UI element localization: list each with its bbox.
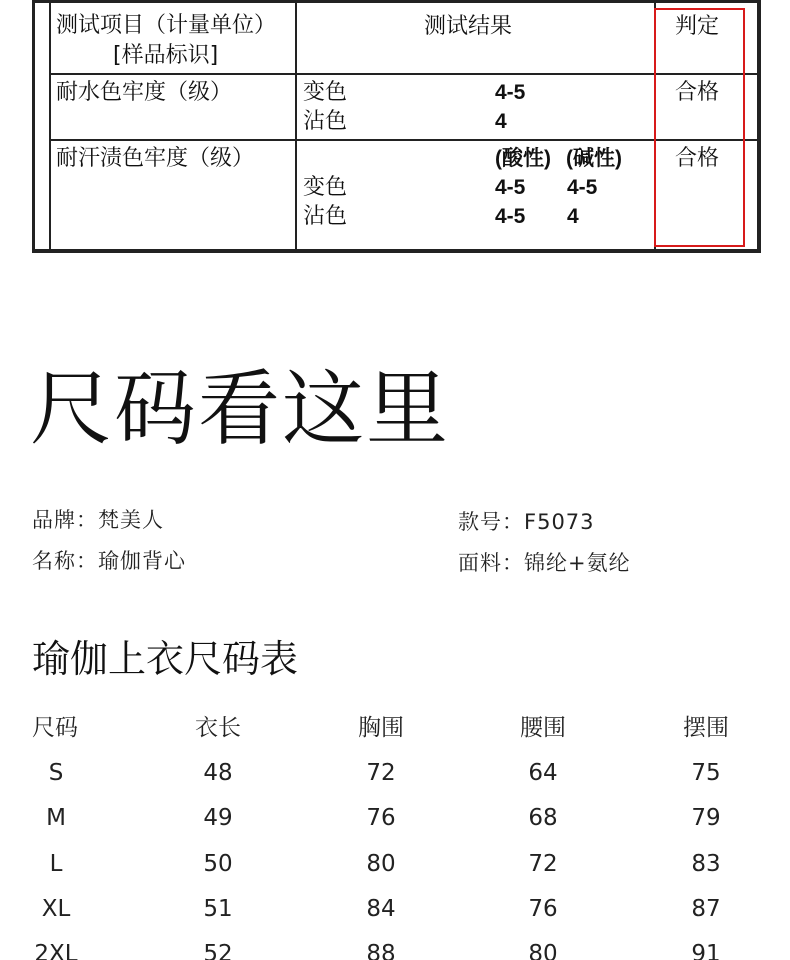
row2-item: 耐汗渍色牢度（级） <box>56 146 255 171</box>
cell-waist: 64 <box>528 760 558 786</box>
row2-header-alkaline: (碱性) <box>566 147 622 170</box>
row-divider <box>49 73 759 75</box>
cell-size: 2XL <box>34 941 78 960</box>
cell-chest: 88 <box>366 941 396 960</box>
verdict-highlight-box <box>654 8 745 247</box>
cell-waist: 68 <box>528 805 558 831</box>
size-chart-header-row <box>0 706 790 751</box>
size-section-title: 尺码看这里 <box>30 362 451 457</box>
row1-label-staining: 沾色 <box>303 109 348 134</box>
row1-verdict: 合格 <box>675 80 720 105</box>
cell-hem: 87 <box>691 896 721 922</box>
cell-size: XL <box>41 896 71 922</box>
table-border-top <box>32 0 761 3</box>
column-header-waist: 腰围 <box>520 715 566 741</box>
info-fabric: 面料：锦纶+氨纶 <box>458 551 631 575</box>
column-divider <box>295 0 297 251</box>
table-row <box>0 842 790 887</box>
cell-length: 52 <box>203 941 233 960</box>
row2-alkaline-staining: 4 <box>567 205 579 228</box>
column-header-hem: 摆围 <box>683 715 729 741</box>
row1-label-color-change: 变色 <box>303 80 348 105</box>
cell-hem: 75 <box>691 760 721 786</box>
header-sample-id: [样品标识] <box>113 43 219 68</box>
cell-hem: 91 <box>691 941 721 960</box>
cell-length: 51 <box>203 896 233 922</box>
row2-acid-color-change: 4-5 <box>495 176 526 199</box>
table-row <box>0 796 790 841</box>
cell-waist: 76 <box>528 896 558 922</box>
cell-size: M <box>46 805 66 831</box>
table-border-left <box>32 0 35 253</box>
column-header-size: 尺码 <box>32 715 78 741</box>
header-test-item: 测试项目（计量单位） <box>56 13 277 38</box>
cell-length: 48 <box>203 760 233 786</box>
test-report-table <box>32 0 761 253</box>
cell-waist: 72 <box>528 851 558 877</box>
row2-alkaline-color-change: 4-5 <box>567 176 598 199</box>
table-border-left-inner <box>49 0 51 253</box>
cell-size: L <box>49 851 63 877</box>
info-name: 名称：瑜伽背心 <box>32 549 186 573</box>
cell-chest: 84 <box>366 896 396 922</box>
row2-label-staining: 沾色 <box>303 204 348 229</box>
cell-length: 50 <box>203 851 233 877</box>
table-row <box>0 887 790 932</box>
header-test-result: 测试结果 <box>424 14 513 39</box>
cell-chest: 80 <box>366 851 396 877</box>
row1-value-color-change: 4-5 <box>495 81 526 104</box>
cell-waist: 80 <box>528 941 558 960</box>
table-row <box>0 932 790 960</box>
cell-length: 49 <box>203 805 233 831</box>
table-border-right <box>757 0 761 253</box>
cell-hem: 79 <box>691 805 721 831</box>
row2-verdict: 合格 <box>675 146 720 171</box>
cell-hem: 83 <box>691 851 721 877</box>
cell-size: S <box>48 760 64 786</box>
row-divider <box>49 139 759 141</box>
table-border-bottom <box>32 249 761 253</box>
row2-acid-staining: 4-5 <box>495 205 526 228</box>
table-row <box>0 751 790 796</box>
column-header-chest: 胸围 <box>358 715 404 741</box>
column-header-length: 衣长 <box>195 715 241 741</box>
cell-chest: 72 <box>366 760 396 786</box>
row2-label-color-change: 变色 <box>303 175 348 200</box>
cell-chest: 76 <box>366 805 396 831</box>
info-model: 款号：F5073 <box>458 510 595 534</box>
size-chart-title: 瑜伽上衣尺码表 <box>32 637 299 681</box>
info-brand: 品牌：梵美人 <box>32 508 164 532</box>
row2-header-acid: (酸性) <box>495 147 551 170</box>
header-verdict: 判定 <box>675 14 720 39</box>
row1-value-staining: 4 <box>495 110 507 133</box>
row1-item: 耐水色牢度（级） <box>56 80 233 105</box>
